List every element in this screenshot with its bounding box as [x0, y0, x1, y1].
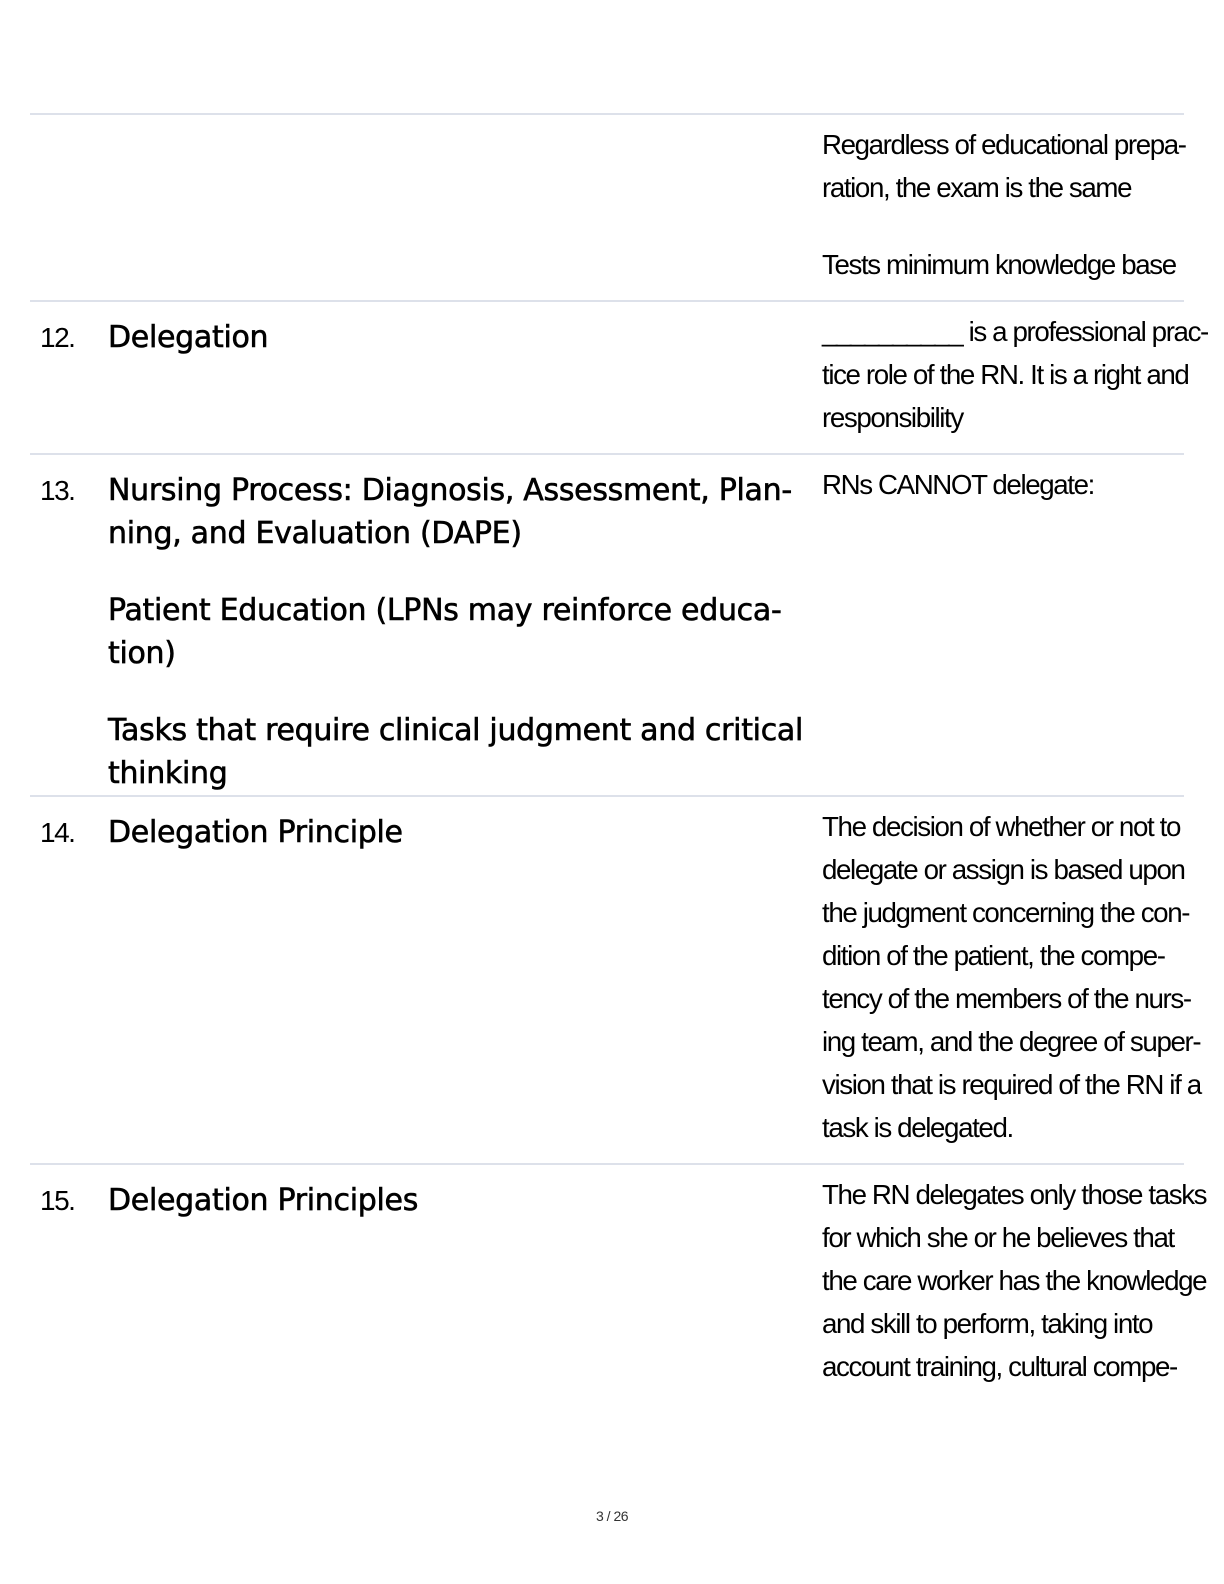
definition-line: vision that is required of the RN if a [822, 1069, 1201, 1100]
row-term [108, 455, 822, 795]
definition-line: responsibility [822, 402, 963, 433]
definition-line: account training, cultural compe- [822, 1351, 1177, 1382]
row-term [108, 1165, 822, 1402]
definition-paragraph [822, 310, 1212, 439]
row-definition [822, 455, 1184, 795]
definition-paragraph [822, 805, 1205, 1149]
row-definition [822, 302, 1212, 453]
row-number: 12. [40, 322, 75, 353]
definition-line: tency of the members of the nurs- [822, 983, 1191, 1014]
row-number: 13. [40, 475, 75, 506]
term-text: Delegation Principle [108, 815, 403, 850]
definition-line: dition of the patient, the compe- [822, 940, 1165, 971]
definition-line: the judgment concerning the con- [822, 897, 1190, 928]
term-text: Delegation Principles [108, 1183, 419, 1218]
definition-line: Tests minimum knowledge base [822, 249, 1176, 280]
row-number: 15. [40, 1185, 75, 1216]
definition-line: delegate or assign is based upon [822, 854, 1185, 885]
definition-line: The RN delegates only those tasks [822, 1179, 1207, 1210]
table-row [30, 795, 1201, 1163]
row-number: 14. [40, 817, 75, 848]
definition-line: ing team, and the degree of super- [822, 1026, 1201, 1057]
definition-line: and skill to perform, taking into [822, 1308, 1153, 1339]
row-number [30, 115, 108, 300]
table-row [30, 300, 1208, 453]
term-text: Tasks that require clinical judgment and critical thinking [108, 713, 804, 791]
definition-line: __________ is a professional prac- [822, 316, 1208, 347]
row-definition [822, 797, 1205, 1163]
term-text: Delegation [108, 320, 269, 355]
definition-line: Regardless of educational prepa- [822, 129, 1186, 160]
row-definition [822, 1165, 1210, 1402]
definition-line: ration, the exam is the same [822, 172, 1132, 203]
row-term [108, 115, 822, 300]
definition-line: the care worker has the knowledge [822, 1265, 1207, 1296]
table-row [30, 113, 1184, 300]
definition-paragraph [822, 463, 1184, 506]
row-definition [822, 115, 1190, 300]
row-term [108, 302, 822, 453]
page-number: 3 / 26 [595, 1508, 629, 1524]
row-term [108, 797, 822, 1163]
term-text: Nursing Process: Diagnosis, Assessment, Plan-ning, and Evaluation (DAPE) [108, 473, 792, 551]
flashcard-table [30, 113, 1208, 1402]
term-text: Patient Education (LPNs may reinforce educa-tion) [108, 593, 782, 671]
definition-paragraph [822, 243, 1190, 286]
definition-paragraph [822, 1173, 1210, 1388]
definition-line: tice role of the RN. It is a right and [822, 359, 1189, 390]
definition-line: The decision of whether or not to [822, 811, 1180, 842]
definition-line: RNs CANNOT delegate: [822, 469, 1094, 500]
definition-line: for which she or he believes that [822, 1222, 1174, 1253]
definition-line: task is delegated. [822, 1112, 1013, 1143]
table-row [30, 453, 1184, 795]
table-row [30, 1163, 1207, 1402]
definition-paragraph [822, 123, 1190, 209]
